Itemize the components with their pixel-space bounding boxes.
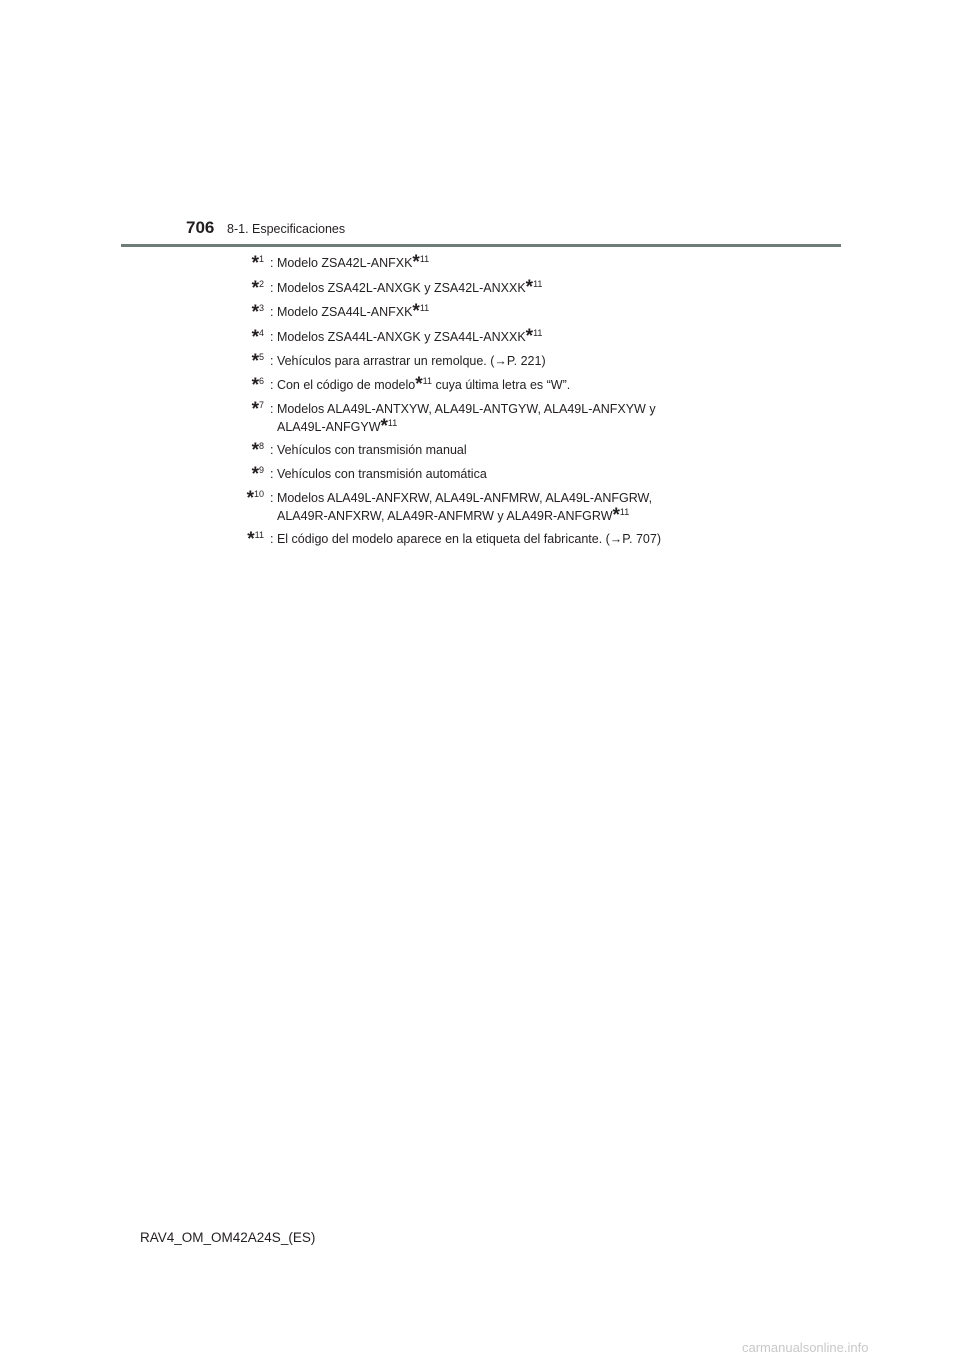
footnote-marker (252, 442, 264, 460)
footnote-text (270, 252, 430, 273)
asterisk-icon: * (251, 375, 259, 396)
footnote-marker (252, 280, 264, 298)
footnote-number: 10 (253, 489, 264, 499)
footnote-text (270, 374, 571, 395)
footnote-line-text: ALA49R-ANFXRW, ALA49R-ANFMRW y ALA49R-ANFGRW (277, 509, 613, 523)
asterisk-icon: * (525, 326, 534, 347)
footnote-text (270, 531, 661, 548)
footnote-marker (252, 377, 264, 395)
footnote-line (270, 490, 652, 507)
footnote-line (270, 442, 467, 459)
footer-doc-code: RAV4_OM_OM42A24S_(ES) (140, 1230, 316, 1245)
footnote-marker (252, 353, 264, 371)
footnote-text (270, 277, 543, 298)
footnote-text (270, 442, 467, 459)
footnote-marker (252, 329, 264, 347)
asterisk-icon: * (251, 351, 259, 372)
footnote-number: 6 (258, 376, 264, 386)
footnote-line (270, 277, 543, 298)
footnote-reference-number: 11 (419, 254, 430, 264)
footnote-number: 7 (258, 400, 264, 410)
footnote-reference-number: 11 (533, 328, 543, 338)
footnote-marker (252, 255, 264, 273)
footnote-line-text: : Modelo ZSA42L-ANFXK (270, 256, 413, 270)
footnote-marker (252, 401, 264, 419)
footnote-number: 2 (258, 279, 264, 289)
footnote-marker (247, 531, 264, 549)
page-number: 706 (186, 218, 215, 237)
footnote-line-text: ALA49L-ANFGYW (277, 420, 381, 434)
footnote-line-text: : Vehículos para arrastrar un remolque. (→P. 221) (270, 354, 546, 368)
footnote-line-text: : Modelos ALA49L-ANFXRW, ALA49L-ANFMRW, ALA49L-ANFGRW, (270, 491, 653, 505)
asterisk-icon: * (251, 464, 259, 485)
footnote-text (270, 301, 430, 322)
footnote-marker (252, 466, 264, 484)
footnote-line-text: : Modelos ALA49L-ANTXYW, ALA49L-ANTGYW, ALA49L-ANFXYW y (270, 402, 656, 416)
footnote-reference-number: 11 (419, 303, 430, 313)
footnote-number: 8 (258, 441, 264, 451)
footnote-line (270, 326, 543, 347)
asterisk-icon: * (415, 374, 423, 395)
footnote-line (270, 416, 656, 437)
footnote-text (270, 401, 656, 437)
asterisk-icon: * (247, 529, 255, 550)
footnote-line-suffix: cuya última letra es “W”. (431, 378, 571, 392)
footnote-number: 5 (258, 352, 264, 362)
footnote-reference-number: 11 (422, 376, 432, 386)
footnote-number: 1 (258, 254, 264, 264)
footnote-line (270, 252, 430, 273)
footnote-line (270, 353, 546, 370)
asterisk-icon: * (251, 399, 259, 420)
footnote-text (270, 326, 543, 347)
header-rule (121, 244, 841, 247)
footnote-number: 4 (258, 328, 264, 338)
footnote-line-text: : Modelos ZSA42L-ANXGK y ZSA42L-ANXXK (270, 281, 526, 295)
asterisk-icon: * (246, 488, 254, 509)
asterisk-icon: * (380, 416, 388, 437)
asterisk-icon: * (412, 301, 420, 322)
footnote-line (270, 531, 661, 548)
footnote-reference-number: 11 (619, 507, 630, 517)
watermark: carmanualsonline.info (742, 1340, 869, 1355)
footnote-number: 9 (258, 465, 264, 475)
footnote-text (270, 353, 546, 370)
footnote-line-text: : Vehículos con transmisión manual (270, 443, 467, 457)
footnote-line-text: : El código del modelo aparece en la etiqueta del fabricante. (→P. 707) (270, 532, 661, 546)
footnote-line-text: : Modelo ZSA44L-ANFXK (270, 305, 413, 319)
footnote-reference-number: 11 (387, 418, 398, 428)
footnote-line-text: : Modelos ZSA44L-ANXGK y ZSA44L-ANXXK (270, 330, 526, 344)
footnote-line-text: : Con el código de modelo (270, 378, 416, 392)
asterisk-icon: * (412, 252, 420, 273)
footnote-marker (252, 304, 264, 322)
section-title: 8-1. Especificaciones (227, 222, 346, 236)
footnote-number: 11 (254, 530, 264, 540)
asterisk-icon: * (251, 278, 259, 299)
asterisk-icon: * (251, 253, 259, 274)
footnote-line (270, 466, 487, 483)
asterisk-icon: * (251, 327, 259, 348)
footnote-reference-number: 11 (533, 279, 543, 289)
footnote-number: 3 (258, 303, 264, 313)
footnote-line (270, 374, 571, 395)
footnote-text (270, 490, 652, 526)
asterisk-icon: * (612, 505, 620, 526)
footnote-marker (247, 490, 264, 508)
footnote-line (270, 401, 656, 418)
footnote-text (270, 466, 487, 483)
footnote-line (270, 505, 652, 526)
footnote-line-text: : Vehículos con transmisión automática (270, 467, 487, 481)
asterisk-icon: * (251, 302, 259, 323)
asterisk-icon: * (251, 440, 259, 461)
asterisk-icon: * (525, 277, 534, 298)
footnote-line (270, 301, 430, 322)
